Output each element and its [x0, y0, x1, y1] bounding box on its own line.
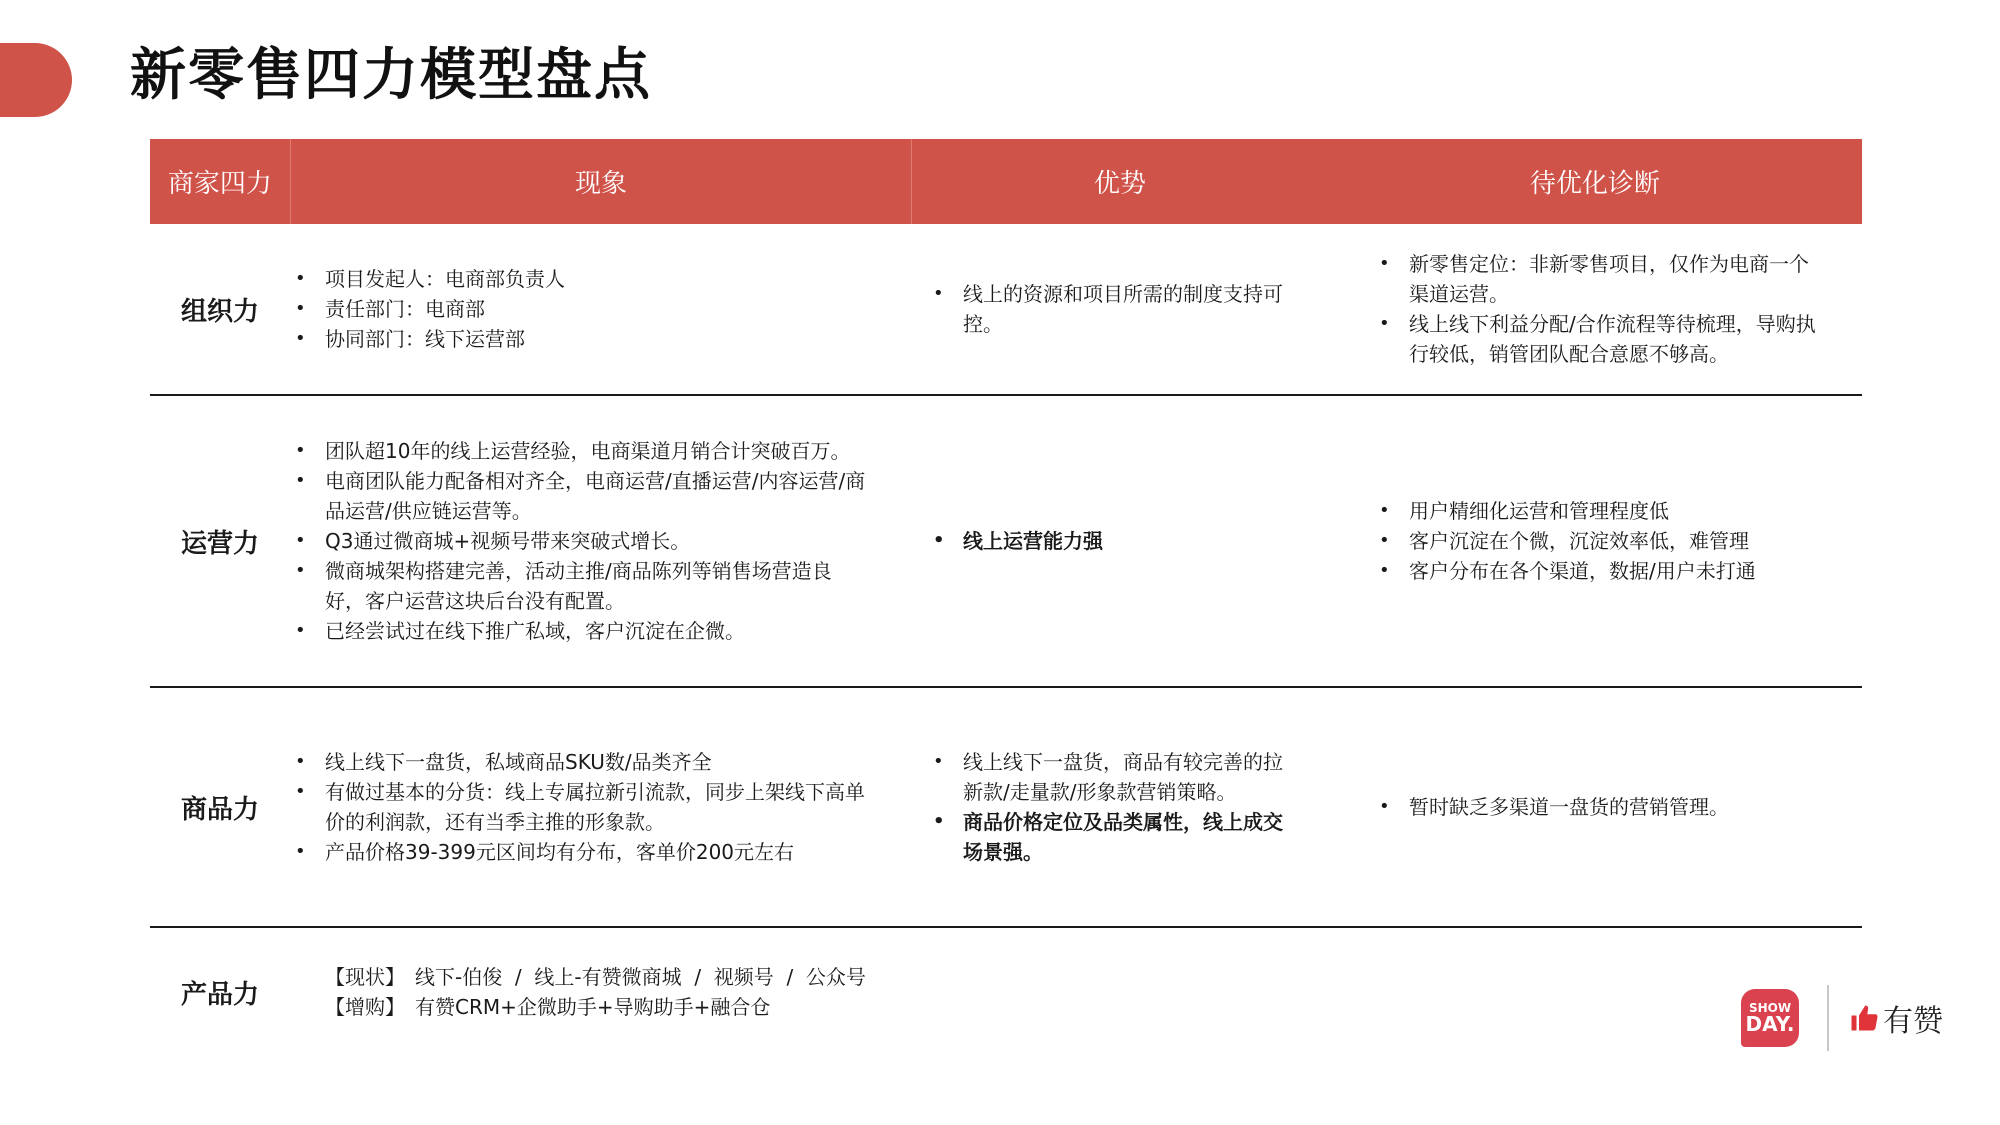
youzan-logo [1849, 996, 1943, 1040]
show-day-logo: SHOW DAY. [1741, 989, 1799, 1047]
list-item: • 商品价格定位及品类属性，线上成交场景强。 [933, 807, 1297, 867]
row-label: 产品力 [180, 979, 259, 1010]
list-item: • 协同部门：线下运营部 [295, 324, 565, 354]
list-item: • 线上线下一盘货，私域商品SKU数/品类齐全 [295, 747, 871, 777]
list-item: • 线上运营能力强 [933, 526, 1103, 556]
list-item: • 线上线下一盘货，商品有较完善的拉新款/走量款/形象款营销策略。 [933, 747, 1297, 807]
row-label: 商品力 [180, 794, 259, 825]
four-forces-table [150, 139, 1862, 1056]
advantages-cell [911, 224, 1327, 394]
status-value: 线下-伯俊 / 线上-有赞微商城 / 视频号 / 公众号 [415, 965, 866, 989]
table-row-product [150, 928, 1862, 1056]
list-item: • 电商团队能力配备相对齐全，电商运营/直播运营/内容运营/商品运营/供应链运营等。 [295, 466, 871, 526]
footer-logos [1741, 986, 1943, 1050]
table-row-operation [150, 396, 1862, 688]
list-item: • 暂时缺乏多渠道一盘货的营销管理。 [1379, 792, 1729, 822]
table-header [150, 139, 1862, 224]
phenomena-cell [290, 396, 911, 686]
header-phenomena: 现象 [290, 139, 911, 224]
list-item: • 责任部门：电商部 [295, 294, 565, 324]
list-item: • 用户精细化运营和管理程度低 [1379, 496, 1756, 526]
list-item: • 新零售定位：非新零售项目，仅作为电商一个渠道运营。 [1379, 249, 1822, 309]
upgrade-value: 有赞CRM+企微助手+导购助手+融合仓 [415, 995, 771, 1019]
status-key: 【现状】 [325, 965, 405, 989]
row-label: 运营力 [180, 528, 259, 559]
upgrade-line [325, 992, 866, 1022]
row-label: 组织力 [180, 296, 259, 327]
product-cell [290, 928, 1862, 1056]
list-item: • 已经尝试过在线下推广私域，客户沉淀在企微。 [295, 616, 871, 646]
table-row-merchandise [150, 688, 1862, 928]
table-row-organization [150, 224, 1862, 396]
list-item: • Q3通过微商城+视频号带来突破式增长。 [295, 526, 871, 556]
status-line [325, 962, 866, 992]
diagnosis-cell [1327, 396, 1862, 686]
list-item: • 有做过基本的分货：线上专属拉新引流款，同步上架线下高单价的利润款，还有当季主推的形象款。 [295, 777, 871, 837]
list-item: • 线上的资源和项目所需的制度支持可控。 [933, 279, 1297, 339]
thumbs-up-icon [1849, 1003, 1879, 1033]
list-item: • 线上线下利益分配/合作流程等待梳理，导购执行较低，销管团队配合意愿不够高。 [1379, 309, 1822, 369]
diagnosis-cell [1327, 224, 1862, 394]
diagnosis-cell [1327, 688, 1862, 926]
advantages-cell [911, 688, 1327, 926]
page-title: 新零售四力模型盘点 [130, 43, 652, 108]
list-item: • 微商城架构搭建完善，活动主推/商品陈列等销售场营造良好，客户运营这块后台没有配置。 [295, 556, 871, 616]
logo-divider [1827, 985, 1829, 1051]
list-item: • 客户分布在各个渠道，数据/用户未打通 [1379, 556, 1756, 586]
header-diagnosis: 待优化诊断 [1529, 169, 1660, 199]
phenomena-cell [290, 688, 911, 926]
advantages-cell [911, 396, 1327, 686]
phenomena-cell [290, 224, 911, 394]
upgrade-key: 【增购】 [325, 995, 405, 1019]
header-advantages: 优势 [911, 139, 1328, 224]
list-item: • 产品价格39-399元区间均有分布，客单价200元左右 [295, 837, 871, 867]
list-item: • 项目发起人：电商部负责人 [295, 264, 565, 294]
title-accent-tab [0, 43, 72, 117]
list-item: • 客户沉淀在个微，沉淀效率低，难管理 [1379, 526, 1756, 556]
list-item: • 团队超10年的线上运营经验，电商渠道月销合计突破百万。 [295, 436, 871, 466]
header-force: 商家四力 [167, 169, 272, 199]
youzan-logo-text: 有赞 [1883, 1004, 1943, 1039]
